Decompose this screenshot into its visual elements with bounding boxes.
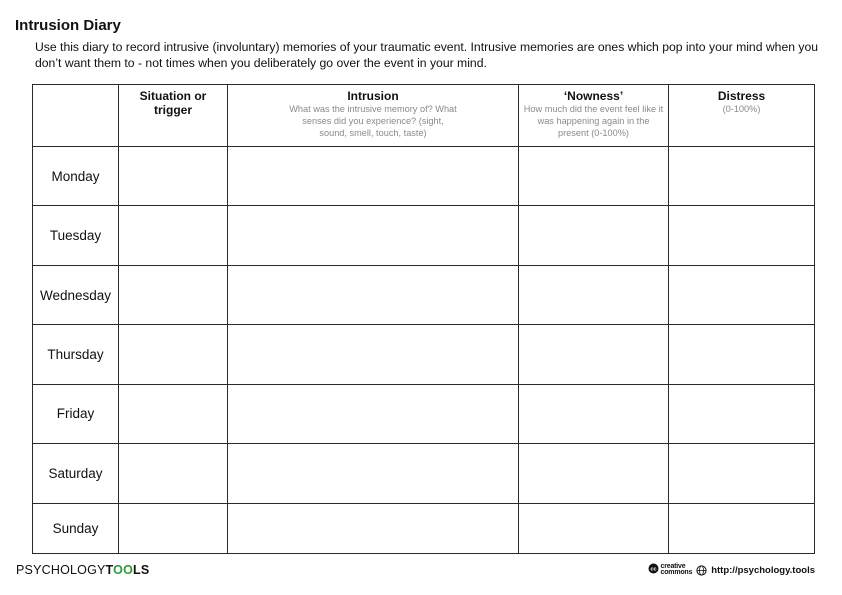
logo-text-psychology: PSYCHOLOGY — [16, 563, 106, 577]
row-wednesday — [33, 265, 815, 324]
header-distress — [669, 85, 815, 147]
cell-intrusion[interactable] — [228, 444, 519, 503]
footer-url[interactable]: http://psychology.tools — [711, 564, 815, 576]
creative-commons-icon — [648, 561, 659, 579]
row-friday — [33, 384, 815, 443]
cell-nowness[interactable] — [519, 325, 669, 384]
intro-text: Use this diary to record intrusive (involuntary) memories of your traumatic event. Intrusive memories are ones which pop into your mind when you don’t want them to - not times when you deliberately go over the event in your mind. — [35, 40, 819, 70]
cell-situation[interactable] — [119, 503, 228, 553]
cc-text-line2: commons — [660, 569, 693, 576]
cell-nowness[interactable] — [519, 147, 669, 206]
header-situation — [119, 85, 228, 147]
cell-nowness[interactable] — [519, 384, 669, 443]
header-intrusion-subtitle: What was the intrusive memory of? What senses did you experience? (sight, sound, smell, touch, taste) — [289, 104, 457, 138]
cell-intrusion[interactable] — [228, 325, 519, 384]
cell-situation[interactable] — [119, 206, 228, 265]
footer-right — [648, 561, 815, 579]
row-tuesday — [33, 206, 815, 265]
cell-intrusion[interactable] — [228, 147, 519, 206]
day-label: Friday — [33, 384, 119, 443]
page-title: Intrusion Diary — [15, 17, 121, 34]
cell-situation[interactable] — [119, 265, 228, 324]
header-nowness-subtitle: How much did the event feel like it was happening again in the present (0-100%) — [523, 104, 664, 138]
cell-distress[interactable] — [669, 206, 815, 265]
cell-nowness[interactable] — [519, 265, 669, 324]
row-saturday — [33, 444, 815, 503]
cell-distress[interactable] — [669, 147, 815, 206]
cell-intrusion[interactable] — [228, 206, 519, 265]
header-corner — [33, 85, 119, 147]
logo-text-t: T — [105, 563, 114, 577]
cell-nowness[interactable] — [519, 444, 669, 503]
header-situation-title: Situation or trigger — [139, 89, 207, 117]
header-distress-subtitle: (0-100%) — [722, 104, 761, 114]
cell-nowness[interactable] — [519, 503, 669, 553]
cell-situation[interactable] — [119, 147, 228, 206]
cell-situation[interactable] — [119, 325, 228, 384]
cell-intrusion[interactable] — [228, 503, 519, 553]
day-label: Saturday — [33, 444, 119, 503]
header-nowness — [519, 85, 669, 147]
row-sunday — [33, 503, 815, 553]
logo-text-oo: OO — [113, 563, 134, 577]
psychology-tools-logo — [16, 563, 149, 577]
cell-intrusion[interactable] — [228, 265, 519, 324]
day-label: Monday — [33, 147, 119, 206]
header-intrusion-title: Intrusion — [347, 89, 399, 103]
cc-text-line1: creative — [660, 562, 686, 570]
day-label: Sunday — [33, 503, 119, 553]
logo-text-ls: LS — [133, 563, 150, 577]
cell-distress[interactable] — [669, 265, 815, 324]
cell-intrusion[interactable] — [228, 384, 519, 443]
header-row — [33, 85, 815, 147]
row-thursday — [33, 325, 815, 384]
creative-commons-badge — [648, 561, 693, 579]
row-monday — [33, 147, 815, 206]
cell-situation[interactable] — [119, 444, 228, 503]
cc-text — [661, 564, 693, 577]
cell-nowness[interactable] — [519, 206, 669, 265]
day-label: Tuesday — [33, 206, 119, 265]
globe-icon — [696, 565, 707, 576]
header-nowness-title: ‘Nowness’ — [563, 89, 624, 103]
cell-distress[interactable] — [669, 503, 815, 553]
cell-distress[interactable] — [669, 325, 815, 384]
diary-table — [32, 84, 815, 554]
day-label: Thursday — [33, 325, 119, 384]
cell-situation[interactable] — [119, 384, 228, 443]
cell-distress[interactable] — [669, 444, 815, 503]
day-label: Wednesday — [33, 265, 119, 324]
cell-distress[interactable] — [669, 384, 815, 443]
header-intrusion — [228, 85, 519, 147]
header-distress-title: Distress — [717, 89, 766, 103]
svg-text:cc: cc — [649, 566, 657, 573]
